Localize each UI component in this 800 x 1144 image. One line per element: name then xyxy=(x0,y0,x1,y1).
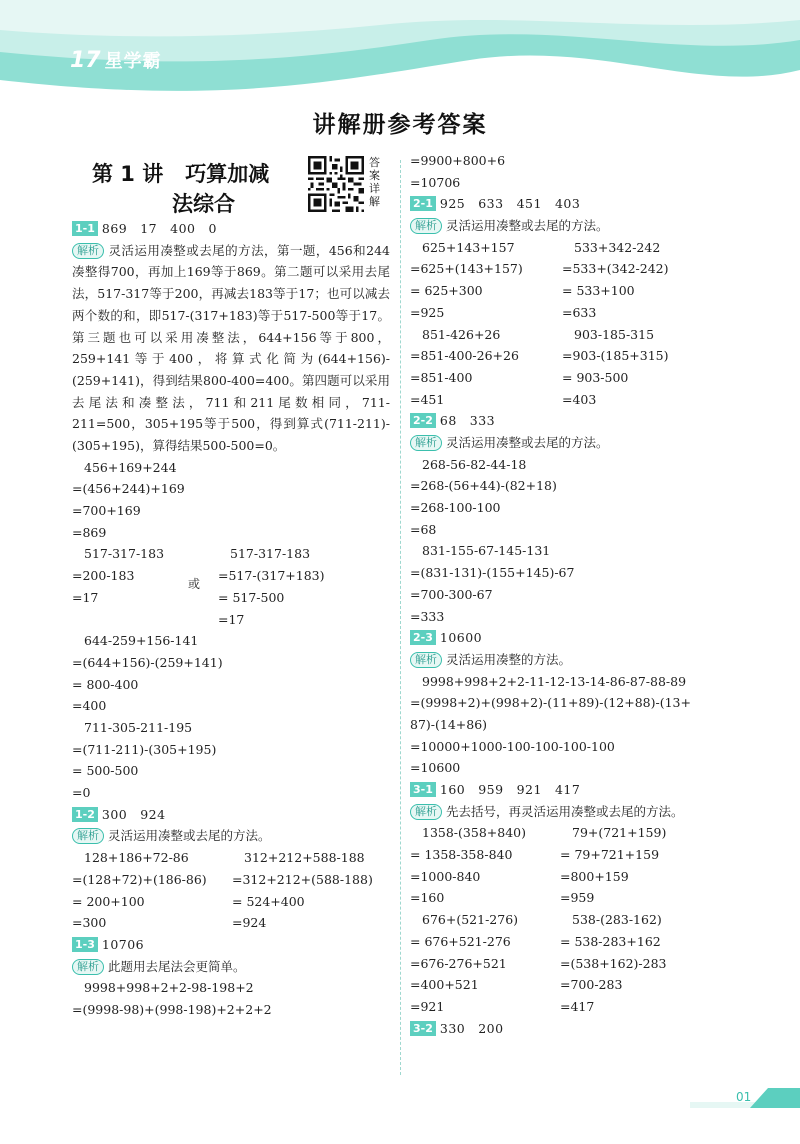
analysis-badge: 解析 xyxy=(410,218,442,234)
calc-line: =959 xyxy=(560,890,595,906)
or-mark: 或 xyxy=(188,577,201,592)
lecture-heading xyxy=(72,150,390,218)
calc-line: 625+143+157 xyxy=(422,239,515,255)
calc-line: =268-100-100 xyxy=(410,500,501,516)
calc-line: =517-(317+183) xyxy=(218,568,325,584)
calc-line: =160 xyxy=(410,890,445,906)
calc-block-pair xyxy=(72,847,390,934)
calc-line: 676+(521-276) xyxy=(422,912,519,928)
question-tag: 3-1 xyxy=(410,782,436,797)
calc-line: = 676+521-276 xyxy=(410,933,511,949)
calc-line: 831-155-67-145-131 xyxy=(422,543,551,559)
calc-line: 851-426+26 xyxy=(422,326,501,342)
calc-block xyxy=(410,150,735,193)
calc-line: =9900+800+6 xyxy=(410,153,506,168)
question-tag: 1-3 xyxy=(72,937,98,952)
answer-values: 160 959 921 417 xyxy=(439,782,581,798)
calc-line: 1358-(358+840) xyxy=(422,825,526,841)
calc-line: =400 xyxy=(72,698,107,714)
analysis-paragraph xyxy=(410,801,735,823)
calc-block-pair xyxy=(410,324,735,411)
calc-line: =417 xyxy=(560,998,595,1014)
calc-line: 517-317-183 xyxy=(84,546,165,562)
calc-line: =851-400 xyxy=(410,369,473,385)
calc-line: = 538-283+162 xyxy=(560,933,661,949)
question-tag: 2-2 xyxy=(410,413,436,428)
analysis-text: 此题用去尾法会更简单。 xyxy=(108,958,246,974)
analysis-badge: 解析 xyxy=(410,435,442,451)
lecture-title-part1: 巧算加减 xyxy=(185,162,270,186)
answer-values: 869 17 400 0 xyxy=(101,221,217,236)
calc-block-pair xyxy=(410,237,735,324)
calc-line: =17 xyxy=(218,611,245,627)
calc-line: =633 xyxy=(562,304,597,320)
calc-line: 268-56-82-44-18 xyxy=(422,456,527,472)
analysis-paragraph xyxy=(72,956,390,978)
right-column xyxy=(410,150,735,1039)
calc-line: = 79+721+159 xyxy=(560,847,660,863)
calc-line: =851-400-26+26 xyxy=(410,348,519,364)
left-column xyxy=(72,150,390,1021)
calc-line: =700+169 xyxy=(72,503,141,519)
question-tag: 1-1 xyxy=(72,221,98,236)
answer-values: 330 200 xyxy=(439,1020,504,1036)
analysis-badge: 解析 xyxy=(410,804,442,820)
calc-line: =676-276+521 xyxy=(410,955,507,971)
analysis-text: 灵活运用凑整或去尾的方法，第一题，456和244凑整得700，再加上169等于869。第二题可以采用去尾法，517-317等于200，再减去183等于17；也可以减去两个数的和，即517-(317+183)等于517-500等于17。第三题也可以采用凑整法，644+156等于800，259+141等于400，将算式化简为(644+156)-(259+141)，得到结果800-400=400。第四题可以采用去尾法和凑整法，711和211尾数相同，711-211=500，305+195等于500，得到算式(711-211)-(305+195)，算得结果500-500=0。 xyxy=(72,242,390,454)
calc-line: = 200+100 xyxy=(72,893,145,909)
qr-label: 答案详解 xyxy=(369,156,380,208)
analysis-text: 灵活运用凑整或去尾的方法。 xyxy=(446,218,609,234)
calc-line: =200-183 xyxy=(72,568,135,584)
calc-line: 644-259+156-141 xyxy=(84,633,199,649)
calc-line: = 517-500 xyxy=(218,589,285,605)
calc-line: =17 xyxy=(72,589,99,605)
calc-line: =(9998-98)+(998-198)+2+2+2 xyxy=(72,1002,272,1017)
analysis-text: 先去括号，再灵活运用凑整或去尾的方法。 xyxy=(446,803,684,819)
calc-line: =(538+162)-283 xyxy=(560,955,667,971)
analysis-text: 灵活运用凑整或去尾的方法。 xyxy=(108,828,271,844)
analysis-badge: 解析 xyxy=(72,959,104,975)
calc-line: 903-185-315 xyxy=(574,326,655,342)
calc-block xyxy=(410,540,735,627)
calc-line: =68 xyxy=(410,521,437,537)
answer-values: 300 924 xyxy=(101,806,166,822)
answer-row xyxy=(410,1018,735,1040)
analysis-text: 灵活运用凑整的方法。 xyxy=(446,651,572,667)
answer-row xyxy=(72,804,390,826)
calc-line: = 524+400 xyxy=(232,893,305,909)
calc-line: =921 xyxy=(410,998,445,1014)
page-number: 01 xyxy=(736,1090,752,1104)
calc-line: =(128+72)+(186-86) xyxy=(72,871,207,887)
lecture-label: 第 1 讲 xyxy=(92,162,164,186)
calc-block xyxy=(72,457,390,544)
analysis-paragraph xyxy=(410,432,735,454)
calc-line: 517-317-183 xyxy=(230,546,311,562)
calc-line: = 625+300 xyxy=(410,283,483,299)
calc-line: = 500-500 xyxy=(72,763,139,779)
calc-line: =1000-840 xyxy=(410,868,481,884)
calc-line: =(644+156)-(259+141) xyxy=(72,654,223,670)
calc-line: 79+(721+159) xyxy=(572,825,667,841)
column-divider xyxy=(400,160,401,1075)
analysis-paragraph xyxy=(410,649,735,671)
answer-row xyxy=(72,218,390,240)
calc-line: = 903-500 xyxy=(562,369,629,385)
calc-line: =(831-131)-(155+145)-67 xyxy=(410,565,575,581)
calc-line: =403 xyxy=(562,391,597,407)
calc-line: =0 xyxy=(72,785,91,801)
calc-line: =400+521 xyxy=(410,977,479,993)
calc-block xyxy=(72,717,390,804)
calc-line: =700-283 xyxy=(560,977,623,993)
analysis-paragraph xyxy=(410,215,735,237)
calc-line: 9998+998+2+2-11-12-13-14-86-87-88-89 xyxy=(422,673,687,689)
calc-line: =533+(342-242) xyxy=(562,261,669,277)
calc-line: = 800-400 xyxy=(72,676,139,692)
analysis-paragraph xyxy=(72,240,390,457)
calc-line: =(456+244)+169 xyxy=(72,481,185,497)
calc-line: =924 xyxy=(232,915,267,931)
calc-line: 312+212+588-188 xyxy=(244,850,365,866)
calc-line: =10706 xyxy=(410,174,461,190)
answer-row xyxy=(72,934,390,956)
answer-row xyxy=(410,627,735,649)
logo-mark: 17 xyxy=(70,47,101,73)
calc-block-pair xyxy=(410,822,735,909)
calc-line: =903-(185+315) xyxy=(562,348,669,364)
calc-line: =(9998+2)+(998+2)-(11+89)-(12+88)-(13+ xyxy=(410,695,691,711)
page-title: 讲解册参考答案 xyxy=(312,112,488,138)
calc-line: =10600 xyxy=(410,760,461,776)
calc-line: =268-(56+44)-(82+18) xyxy=(410,478,557,494)
qr-code-icon[interactable] xyxy=(308,156,364,212)
logo-text: 星学霸 xyxy=(104,51,162,72)
calc-line: 711-305-211-195 xyxy=(84,720,193,736)
analysis-badge: 解析 xyxy=(72,828,104,844)
answer-row xyxy=(410,193,735,215)
calc-line: 456+169+244 xyxy=(84,459,177,475)
answer-row xyxy=(410,410,735,432)
answer-values: 68 333 xyxy=(439,413,496,429)
analysis-text: 灵活运用凑整或去尾的方法。 xyxy=(446,435,609,451)
calc-line: =333 xyxy=(410,608,445,624)
calc-block xyxy=(410,671,735,779)
calc-line: =700-300-67 xyxy=(410,586,493,602)
analysis-paragraph xyxy=(72,825,390,847)
lecture-title-part2: 法综合 xyxy=(172,192,235,216)
calc-block-pair xyxy=(72,543,390,630)
calc-line: =10000+1000-100-100-100-100 xyxy=(410,738,615,754)
calc-line: 128+186+72-86 xyxy=(84,850,189,866)
question-tag: 1-2 xyxy=(72,807,98,822)
question-tag: 2-3 xyxy=(410,630,436,645)
calc-line: =451 xyxy=(410,391,445,407)
calc-line: =800+159 xyxy=(560,868,629,884)
analysis-badge: 解析 xyxy=(72,243,104,259)
calc-block-pair xyxy=(410,909,735,1018)
calc-line: 87)-(14+86) xyxy=(410,716,488,732)
answer-values: 925 633 451 403 xyxy=(439,196,581,212)
calc-line: 9998+998+2+2-98-198+2 xyxy=(84,980,254,996)
calc-line: =312+212+(588-188) xyxy=(232,871,373,887)
calc-block xyxy=(72,630,390,717)
calc-block xyxy=(72,977,390,1020)
calc-line: =(711-211)-(305+195) xyxy=(72,741,217,757)
question-tag: 2-1 xyxy=(410,196,436,211)
calc-line: =869 xyxy=(72,524,107,540)
calc-line: 538-(283-162) xyxy=(572,912,662,928)
analysis-badge: 解析 xyxy=(410,652,442,668)
calc-line: 533+342-242 xyxy=(574,239,661,255)
question-tag: 3-2 xyxy=(410,1021,436,1036)
calc-line: =925 xyxy=(410,304,445,320)
answer-values: 10706 xyxy=(101,936,145,952)
answer-values: 10600 xyxy=(439,630,483,646)
calc-block xyxy=(410,454,735,541)
calc-line: = 1358-358-840 xyxy=(410,847,513,863)
brand-logo xyxy=(70,47,162,73)
calc-line: = 533+100 xyxy=(562,283,635,299)
calc-line: =625+(143+157) xyxy=(410,261,523,277)
calc-line: =300 xyxy=(72,915,107,931)
answer-row xyxy=(410,779,735,801)
